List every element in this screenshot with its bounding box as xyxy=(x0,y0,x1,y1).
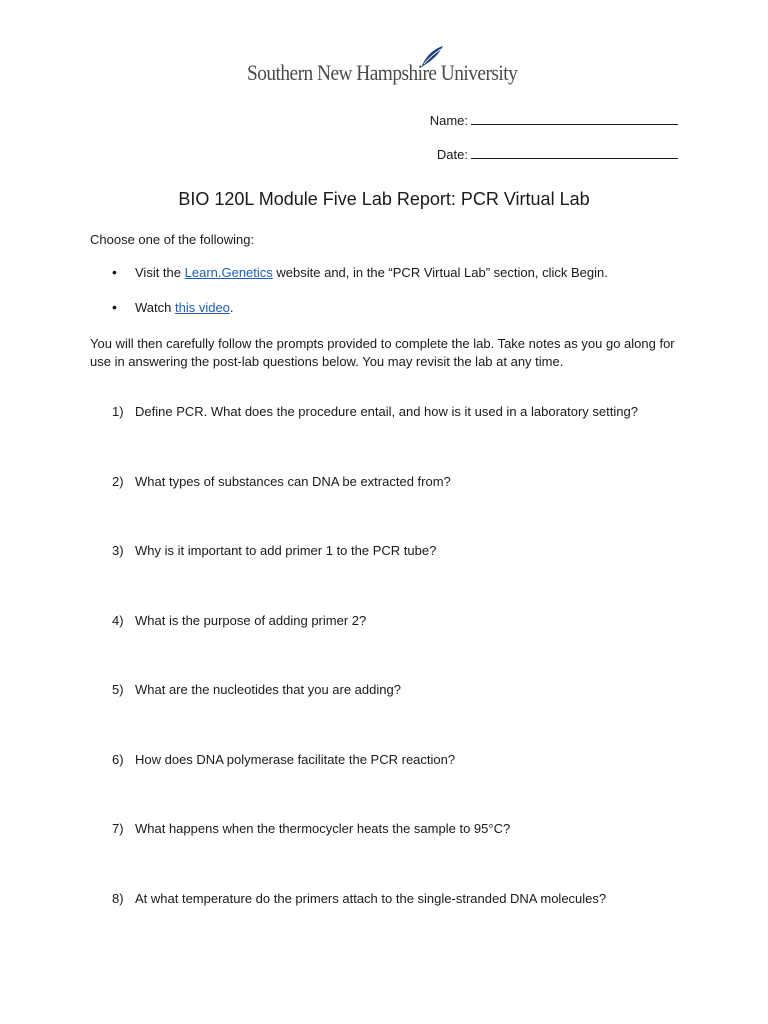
name-label: Name: xyxy=(429,113,468,128)
question-number: 8) xyxy=(112,891,124,906)
logo-wordmark: Southern New Hampshire University xyxy=(247,60,518,85)
bullet-suffix: . xyxy=(229,300,234,315)
bullet-suffix: website and, in the “PCR Virtual Lab” section, click Begin. xyxy=(272,265,608,280)
university-logo xyxy=(247,44,527,92)
name-blank-line[interactable] xyxy=(471,112,678,125)
learn-genetics-link[interactable]: Learn.Genetics xyxy=(184,265,273,280)
question-number: 5) xyxy=(112,682,124,697)
video-link[interactable]: this video xyxy=(174,300,230,315)
question-text: What happens when the thermocycler heats the sample to 95°C? xyxy=(135,821,511,836)
question-number: 4) xyxy=(112,613,124,628)
question-text: At what temperature do the primers attach to the single-stranded DNA molecules? xyxy=(135,891,607,906)
question-number: 2) xyxy=(112,474,124,489)
question-number: 1) xyxy=(112,404,124,419)
question-text: How does DNA polymerase facilitate the PCR reaction? xyxy=(135,752,456,767)
date-field[interactable] xyxy=(437,146,678,162)
question-number: 3) xyxy=(112,543,124,558)
question-number: 7) xyxy=(112,821,124,836)
page-title: BIO 120L Module Five Lab Report: PCR Virtual Lab xyxy=(178,189,590,209)
bullet-prefix: Watch xyxy=(135,300,175,315)
date-label: Date: xyxy=(436,147,468,162)
question-text: What are the nucleotides that you are adding? xyxy=(135,682,401,697)
date-blank-line[interactable] xyxy=(471,146,678,159)
question-text: Why is it important to add primer 1 to the PCR tube? xyxy=(135,543,437,558)
intro-text: Choose one of the following: xyxy=(90,232,255,247)
name-field[interactable] xyxy=(430,112,678,128)
question-text: What is the purpose of adding primer 2? xyxy=(135,613,367,628)
bullet-icon: • xyxy=(112,264,117,280)
instructions-text: You will then carefully follow the prompts provided to complete the lab. Take notes as you go along for use in answering the post-lab questions below. You may revisit the lab at any time. xyxy=(90,336,675,369)
question-text: Define PCR. What does the procedure entail, and how is it used in a laboratory setting? xyxy=(135,404,638,419)
question-text: What types of substances can DNA be extracted from? xyxy=(135,474,451,489)
question-number: 6) xyxy=(112,752,124,767)
bullet-prefix: Visit the xyxy=(135,265,185,280)
bullet-icon: • xyxy=(112,299,117,315)
